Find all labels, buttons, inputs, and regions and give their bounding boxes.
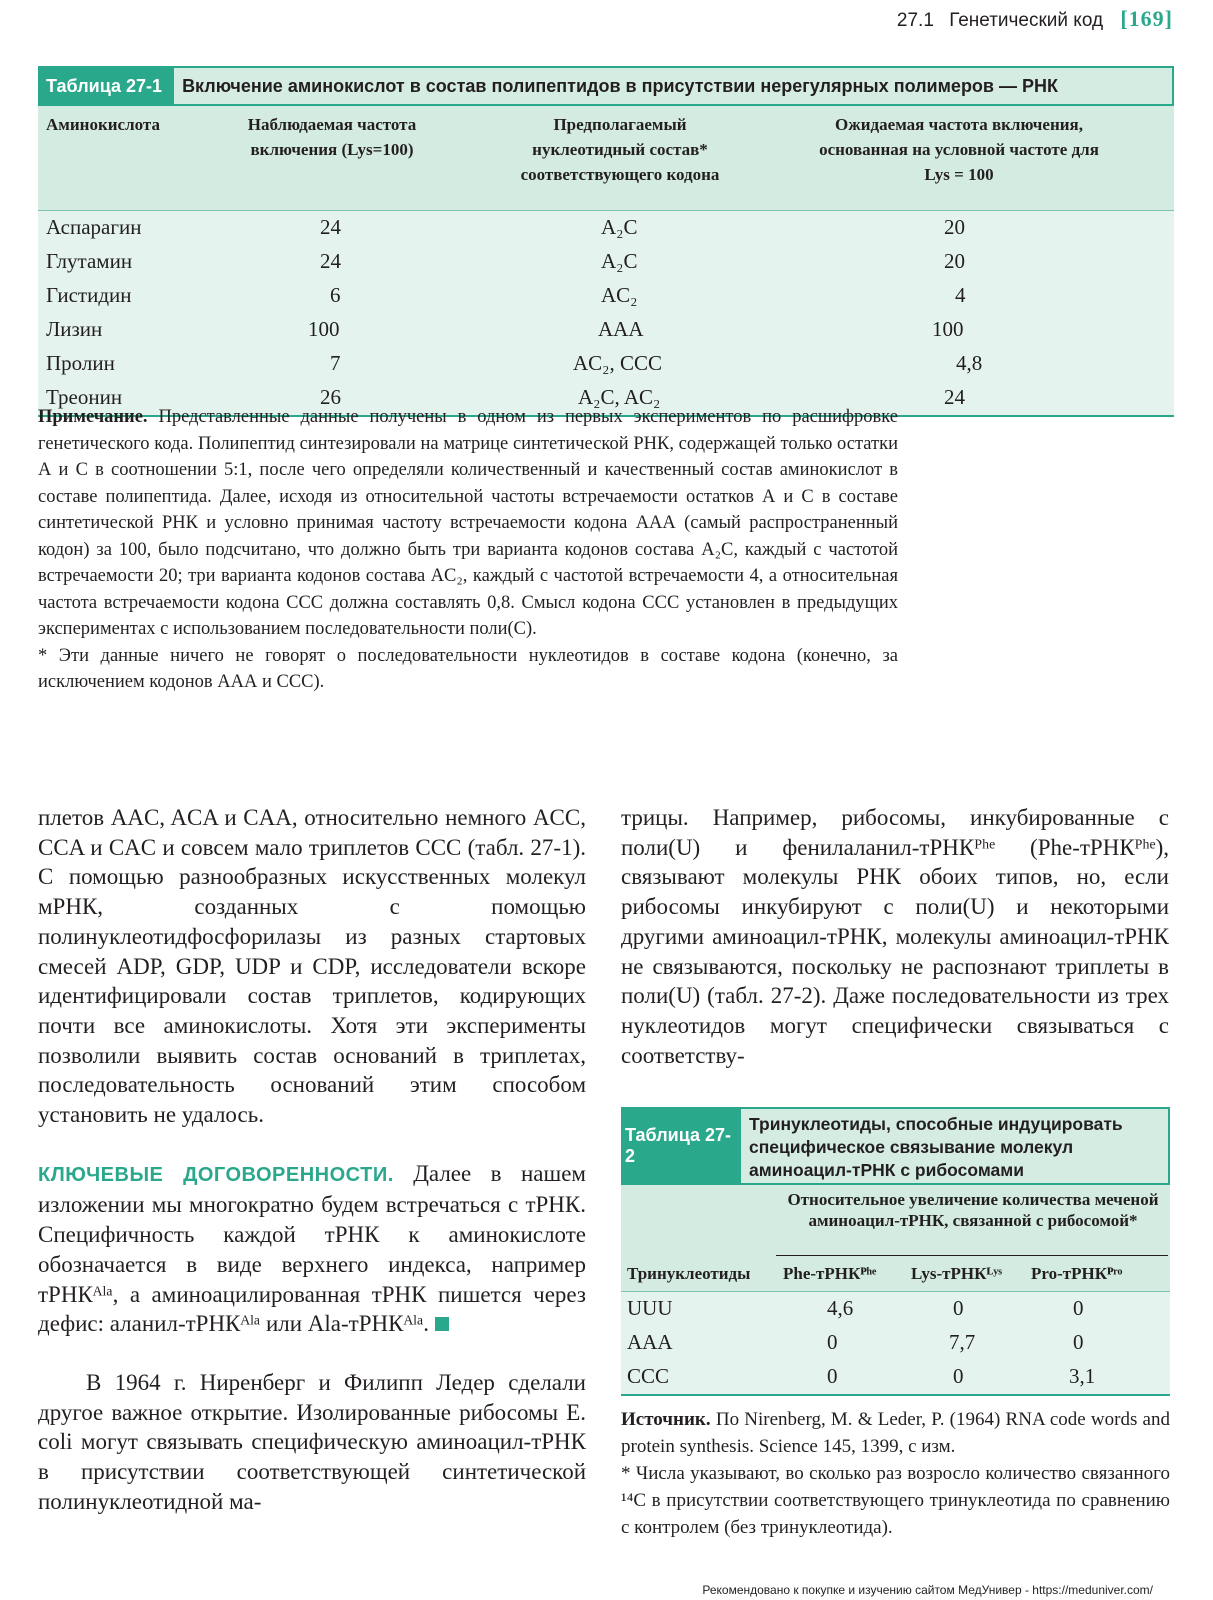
footer-watermark: Рекомендовано к покупке и изучению сайтом МедУнивер - https://meduniver.com/	[702, 1583, 1153, 1597]
cell-aminoacid: Глутамин	[46, 249, 133, 273]
cell-expected: 4	[955, 283, 966, 307]
header-group-rule	[776, 1255, 1168, 1256]
table-row	[38, 313, 1174, 347]
table-label: Таблица 27-2	[625, 1125, 732, 1166]
header-aminoacid: Аминокислота	[46, 115, 160, 134]
header-phe: Phe-тРНКᴾʰᵉ	[783, 1264, 877, 1283]
cell-value: 0	[953, 1364, 964, 1388]
cell-observed: 6	[330, 283, 341, 307]
source-label: Источник.	[621, 1409, 711, 1430]
page-number: [169]	[1120, 6, 1173, 31]
cell-value: 0	[1073, 1330, 1084, 1354]
body-column-left	[38, 803, 586, 1516]
note-text: Представленные данные получены в одном из первых экспериментов по расшифровке генетического кода. Полипептид синтезировали на матрице синтетической РНК, содержащей только остатки А и С в соотношении 5:1, после чего определяли количественный и качественный состав аминокислот в составе полипептида. Далее, исходя из относительной частоты встречаемости остатков А и С в составе синтетической РНК и условно принимая частоту встречаемости кодона ААА (самый распространенный кодон) за 100, было подсчитано, что должно быть три варианта кодонов состава A₂C, каждый с частотой встречаемости 20; три варианта кодонов состава AC₂, каждый с частотой встречаемости 4, а относительная частота встречаемости кодона ССС должна составлять 0,8. Смысл кодона ССС установлен в предыдущих экспериментах с использованием последовательности поли(С).	[38, 407, 898, 639]
cell-expected: 100	[932, 317, 964, 341]
table-title: Тринуклеотиды, способные индуцировать специфическое связывание молекул аминоацил-тРНК с рибосомами	[741, 1109, 1168, 1183]
cell-value: 0	[953, 1296, 964, 1320]
cell-composition: A₂C, AC₂	[578, 385, 661, 409]
table-row	[621, 1360, 1170, 1394]
table-row	[621, 1326, 1170, 1360]
cell-aminoacid: Аспарагин	[46, 215, 142, 239]
end-square-icon	[435, 1317, 449, 1331]
cell-aminoacid: Треонин	[46, 385, 123, 409]
table-row	[38, 245, 1174, 279]
cell-observed: 24	[320, 249, 341, 273]
table-title-bar	[38, 66, 1174, 106]
key-conventions-heading: КЛЮЧЕВЫЕ ДОГОВОРЕННОСТИ.	[38, 1163, 394, 1186]
cell-value: 0	[1073, 1296, 1084, 1320]
cell-value: 3,1	[1069, 1364, 1096, 1388]
table-row	[38, 211, 1174, 245]
note-label: Примечание.	[38, 407, 148, 427]
cell-composition: AAA	[598, 317, 644, 341]
header-observed: Наблюдаемая частота включения (Lys=100)	[247, 115, 417, 159]
cell-observed: 26	[320, 385, 341, 409]
table-title-bar	[621, 1107, 1170, 1185]
cell-composition: A₂C	[601, 249, 638, 273]
cell-expected: 20	[944, 249, 965, 273]
cell-value: 7,7	[949, 1330, 976, 1354]
cell-composition: AC₂	[601, 283, 638, 307]
table-row	[621, 1292, 1170, 1326]
key-conventions-paragraph	[38, 1159, 586, 1339]
cell-expected: 4,8	[956, 351, 983, 375]
table-label: Таблица 27-1	[38, 66, 170, 106]
cell-value: 0	[827, 1364, 838, 1388]
header-group: Относительное увеличение количества меченой аминоацил-тРНК, связанной с рибосомой*	[787, 1190, 1159, 1230]
table-row	[38, 279, 1174, 313]
cell-trinucleotide: CCC	[627, 1364, 670, 1388]
cell-value: 0	[827, 1330, 838, 1354]
source-footnote: * Числа указывают, во сколько раз возросло количество связанного ¹⁴C в присутствии соответствующего тринуклеотида по сравнению с контролем (без тринуклеотида).	[621, 1463, 1170, 1538]
section-number: 27.1	[896, 10, 934, 31]
header-lys: Lys-тРНКᴸʸˢ	[911, 1264, 1002, 1283]
section-title: Генетический код	[949, 10, 1104, 31]
cell-expected: 20	[944, 215, 965, 239]
table-27-1	[38, 66, 1174, 417]
table-row	[38, 347, 1174, 381]
body-column-right	[621, 803, 1169, 1070]
table-header	[621, 1185, 1170, 1292]
table-header	[38, 106, 1174, 211]
table-27-2	[621, 1107, 1170, 1396]
cell-observed: 100	[308, 317, 340, 341]
note-footnote: * Эти данные ничего не говорят о последовательности нуклеотидов в составе кодона (конечно, за исключением кодонов ААА и ССС).	[38, 645, 898, 692]
table-body	[621, 1292, 1170, 1396]
cell-aminoacid: Лизин	[46, 317, 103, 341]
table-body	[38, 211, 1174, 417]
header-composition: Предполагаемый нуклеотидный состав* соответствующего кодона	[520, 115, 720, 184]
cell-aminoacid: Пролин	[46, 351, 115, 375]
paragraph: Далее в нашем изложении мы многократно будем встречаться с тРНК. Специфичность каждой тРНК к аминокислоте обозначается в виде верхнего индекса, например тРНКᴬˡᵃ, а аминоацилированная тРНК пишется через дефис: аланил-тРНКᴬˡᵃ или Ala-тРНКᴬˡᵃ.	[38, 1160, 586, 1337]
header-pro: Pro-тРНКᴾʳᵒ	[1031, 1264, 1123, 1283]
cell-aminoacid: Гистидин	[46, 283, 132, 307]
source-text: По Nirenberg, M. & Leder, P. (1964) RNA code words and protein synthesis. Science 145, 1399, с изм.	[621, 1409, 1170, 1457]
table-note	[38, 404, 898, 696]
cell-expected: 24	[944, 385, 965, 409]
cell-composition: A₂C	[601, 215, 638, 239]
running-header	[897, 6, 1173, 32]
paragraph: трицы. Например, рибосомы, инкубированные с поли(U) и фенилаланил-тРНКᴾʰᵉ (Phe-тРНКᴾʰᵉ), связывают молекулы РНК обоих типов, но, если рибосомы инкубируют с поли(U) и некоторыми другими аминоацил-тРНК, молекулы аминоацил-тРНК не связываются, поскольку не распознают триплеты в поли(U) (табл. 27-2). Даже последовательности из трех нуклеотидов могут специфически связываться с соответству-	[621, 805, 1169, 1068]
cell-observed: 24	[320, 215, 341, 239]
header-trinucleotides: Тринуклеотиды	[627, 1264, 751, 1283]
cell-observed: 7	[330, 351, 341, 375]
cell-value: 4,6	[827, 1296, 854, 1320]
header-expected: Ожидаемая частота включения, основанная на условной частоте для Lys = 100	[819, 115, 1099, 184]
table-source	[621, 1406, 1170, 1541]
table-title: Включение аминокислот в состав полипептидов в присутствии нерегулярных полимеров — РНК	[174, 68, 1172, 104]
paragraph: В 1964 г. Ниренберг и Филипп Ледер сделали другое важное открытие. Изолированные рибосомы E. coli могут связывать специфическую аминоацил-тРНК в присутствии соответствующей синтетической полинуклеотидной ма-	[38, 1369, 586, 1514]
paragraph: плетов AAC, ACA и CAA, относительно немного ACC, CCA и CAC и совсем мало триплетов CCC (табл. 27-1). С помощью разнообразных искусственных молекул мРНК, созданных с помощью полинуклеотидфосфорилазы из разных стартовых смесей ADP, GDP, UDP и CDP, исследователи вскоре идентифицировали состав триплетов, кодирующих почти все аминокислоты. Хотя эти эксперименты позволили выявить состав оснований в триплетах, последовательность оснований этим способом установить не удалось.	[38, 805, 586, 1128]
cell-trinucleotide: UUU	[627, 1296, 673, 1320]
cell-composition: AC₂, CCC	[573, 351, 663, 375]
cell-trinucleotide: AAA	[627, 1330, 673, 1354]
